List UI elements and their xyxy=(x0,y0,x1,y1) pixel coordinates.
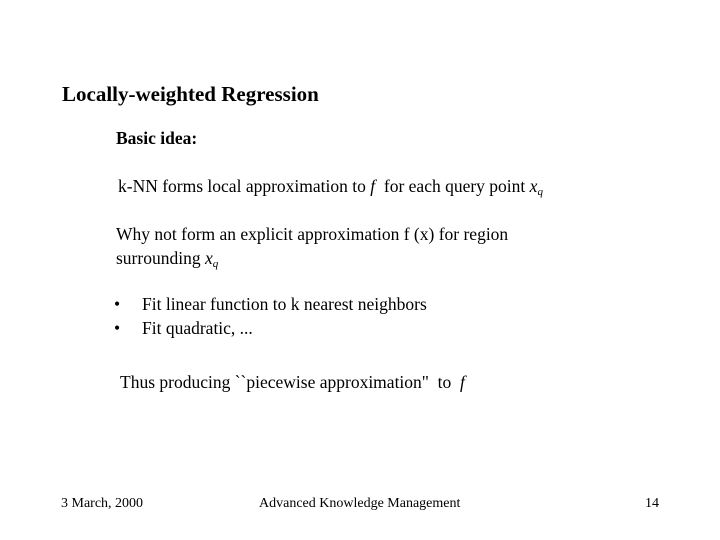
function-f: f xyxy=(460,372,465,392)
why-sentence-line2 xyxy=(116,246,218,276)
slide-title: Locally-weighted Regression xyxy=(62,82,319,106)
bullet-item xyxy=(114,292,427,316)
why-sentence-line1: Why not form an explicit approximation f (x) for region xyxy=(116,224,509,244)
bullet-item xyxy=(114,316,427,340)
footer-date: 3 March, 2000 xyxy=(61,496,144,511)
bullet-icon: • xyxy=(114,294,121,314)
basic-idea-heading: Basic idea: xyxy=(116,128,198,148)
bullet-text: Fit linear function to k nearest neighbors xyxy=(142,294,427,314)
bullet-list xyxy=(114,292,427,340)
knn-sentence-prefix: k-NN forms local approximation to xyxy=(118,176,371,196)
knn-sentence-middle: for each query point xyxy=(375,176,530,196)
why-sentence-prefix: surrounding xyxy=(116,248,205,268)
bullet-text: Fit quadratic, ... xyxy=(142,318,253,338)
footer-page-number: 14 xyxy=(645,496,659,511)
footer-course: Advanced Knowledge Management xyxy=(259,496,461,511)
knn-sentence xyxy=(118,174,543,204)
query-point-subscript: q xyxy=(212,258,219,270)
thus-sentence-prefix: Thus producing ``piecewise approximation" to xyxy=(120,372,461,392)
bullet-icon: • xyxy=(114,318,121,338)
thus-sentence xyxy=(120,370,465,394)
query-point-x: x xyxy=(204,248,213,268)
function-f: f xyxy=(370,176,376,196)
query-point-x: x xyxy=(529,176,538,196)
query-point-subscript: q xyxy=(537,186,543,198)
